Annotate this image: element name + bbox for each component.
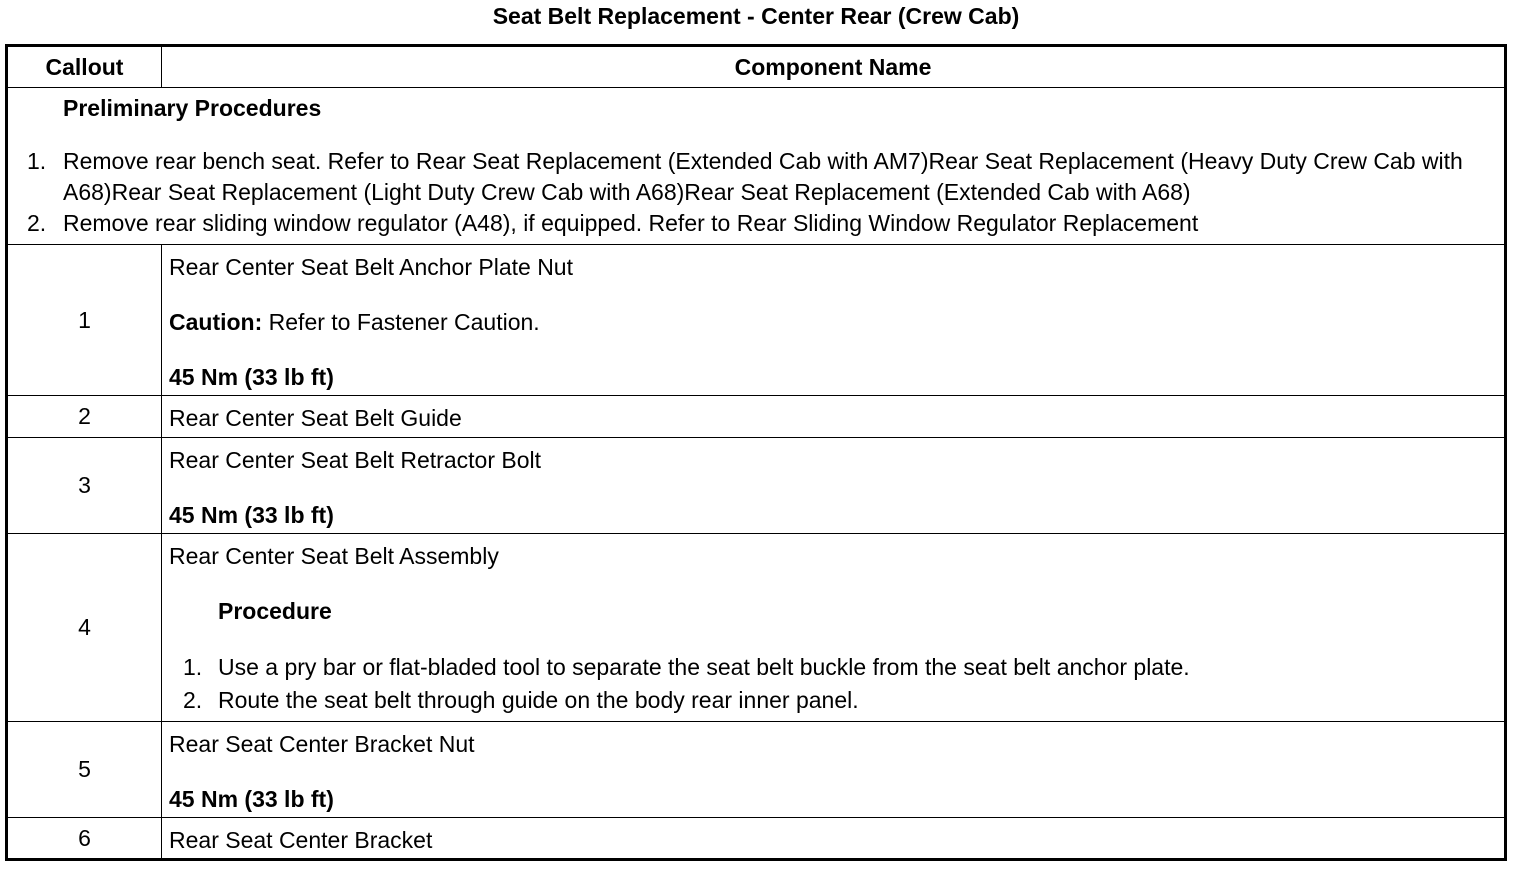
table-row	[7, 396, 1506, 438]
step-number: 1.	[27, 148, 47, 174]
caution-text: Refer to Fastener Caution.	[262, 309, 540, 335]
component-cell	[162, 534, 1506, 722]
procedure-heading: Procedure	[218, 598, 332, 624]
callout-number: 1	[7, 245, 162, 396]
table-header-row	[7, 46, 1506, 88]
table-row	[7, 534, 1506, 722]
component-cell	[162, 245, 1506, 396]
component-cell	[162, 722, 1506, 818]
procedure-step	[169, 651, 1504, 684]
preliminary-step	[8, 208, 1504, 239]
torque-spec: 45 Nm (33 lb ft)	[169, 502, 334, 528]
callout-number: 6	[7, 818, 162, 860]
component-name: Rear Center Seat Belt Retractor Bolt	[169, 447, 541, 473]
preliminary-step	[8, 146, 1504, 208]
step-text: Remove rear bench seat. Refer to Rear Seat Replacement (Extended Cab with AM7)Rear Seat Replacement (Heavy Duty Crew Cab with A68)Rear Seat Replacement (Light Duty Crew Cab with A68)Rear Seat Replacement (Extended Cab with A68)	[63, 148, 1463, 205]
component-name: Rear Seat Center Bracket	[169, 827, 433, 853]
procedure-step	[169, 684, 1504, 717]
component-table	[5, 44, 1507, 861]
preliminary-procedures-cell	[7, 88, 1506, 245]
component-cell	[162, 396, 1506, 438]
table-row	[7, 245, 1506, 396]
table-row	[7, 818, 1506, 860]
column-header-callout: Callout	[7, 46, 162, 88]
torque-spec: 45 Nm (33 lb ft)	[169, 786, 334, 812]
component-name: Rear Center Seat Belt Assembly	[169, 543, 499, 569]
step-text: Remove rear sliding window regulator (A48), if equipped. Refer to Rear Sliding Window Regulator Replacement	[63, 210, 1199, 236]
preliminary-steps-list	[8, 146, 1504, 239]
step-text: Route the seat belt through guide on the body rear inner panel.	[218, 687, 859, 713]
caution-note	[169, 308, 1504, 336]
step-number: 1.	[183, 654, 203, 680]
procedure-steps-list	[169, 651, 1504, 717]
callout-number: 3	[7, 438, 162, 534]
callout-number: 4	[7, 534, 162, 722]
preliminary-procedures-row	[7, 88, 1506, 245]
page-title: Seat Belt Replacement - Center Rear (Crew Cab)	[492, 3, 1020, 29]
component-name: Rear Center Seat Belt Anchor Plate Nut	[169, 254, 573, 280]
component-cell	[162, 438, 1506, 534]
callout-number: 5	[7, 722, 162, 818]
table-row	[7, 722, 1506, 818]
torque-spec: 45 Nm (33 lb ft)	[169, 364, 334, 390]
callout-number: 2	[7, 396, 162, 438]
component-name: Rear Seat Center Bracket Nut	[169, 731, 475, 757]
step-text: Use a pry bar or flat-bladed tool to separate the seat belt buckle from the seat belt anchor plate.	[218, 654, 1190, 680]
component-name: Rear Center Seat Belt Guide	[169, 405, 462, 431]
preliminary-procedures-heading: Preliminary Procedures	[63, 95, 322, 121]
component-cell	[162, 818, 1506, 860]
step-number: 2.	[183, 687, 203, 713]
step-number: 2.	[27, 210, 47, 236]
column-header-component-name: Component Name	[162, 46, 1506, 88]
table-row	[7, 438, 1506, 534]
caution-label: Caution:	[169, 309, 263, 335]
